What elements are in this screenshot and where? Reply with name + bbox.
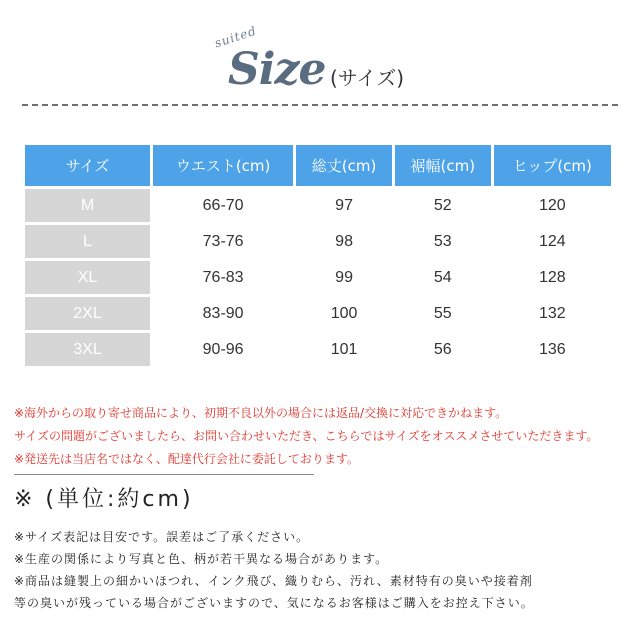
length-cell: 100 [330,304,358,322]
size-cell: L [25,225,150,258]
hem-cell: 52 [433,196,452,214]
column-header-hem: 裾幅(cm) [395,145,491,186]
note-line: 等の臭いが残っている場合がございますので、気になるお客様はご購入をお控え下さい。 [14,596,534,610]
notice-line: サイズの問題がございましたら、お問い合わせいただき、こちらではサイズをオススメさせていただきます。 [14,429,599,443]
hip-cell: 132 [538,304,566,322]
hip-cell: 128 [538,268,566,286]
table-row [25,225,611,258]
hem-cell: 54 [433,268,452,286]
hem-cell: 53 [433,232,452,250]
waist-cell: 83-90 [202,304,244,322]
size-subtitle: (サイズ) [330,66,405,90]
column-header-waist: ウエスト(cm) [153,145,293,186]
table-row [25,333,611,366]
waist-cell: 73-76 [202,232,244,250]
column-header-hip: ヒップ(cm) [494,145,611,186]
length-cell: 101 [330,340,358,358]
note-line: ※商品は縫製上の細かいほつれ、インク飛び、織りむら、汚れ、素材特有の臭いや接着剤 [14,574,533,588]
waist-cell: 66-70 [202,196,244,214]
table-row [25,261,611,294]
hem-cell: 56 [433,340,452,358]
table-header-row [25,145,611,186]
size-title: Size [228,44,326,95]
length-cell: 97 [335,196,353,214]
notes [14,526,636,614]
size-cell: 3XL [25,333,150,366]
dashed-divider [22,104,618,106]
column-header-size: サイズ [25,145,150,186]
hip-cell: 136 [538,340,566,358]
note-line: ※サイズ表記は目安です。誤差はご了承ください。 [14,530,310,544]
hem-cell: 55 [433,304,452,322]
column-header-length: 総丈(cm) [296,145,392,186]
waist-cell: 76-83 [202,268,244,286]
length-cell: 99 [335,268,353,286]
size-cell: 2XL [25,297,150,330]
notice-line: ※発送先は当店名ではなく、配達代行会社に委託しております。 [14,452,359,466]
table-row [25,189,611,222]
size-cell: XL [25,261,150,294]
hip-cell: 124 [538,232,566,250]
size-cell: M [25,189,150,222]
hip-cell: 120 [538,196,566,214]
red-notices [14,402,634,471]
waist-cell: 90-96 [202,340,244,358]
notice-line: ※海外からの取り寄せ商品により、初期不良以外の場合には返品/交換に対応できかねます。 [14,406,508,420]
size-chart-table [22,142,614,369]
suited-tag: suited [212,23,259,51]
length-cell: 98 [335,232,353,250]
unit-title: ※ (単位:約cm) [14,487,194,512]
unit-divider [14,474,314,475]
header [0,0,640,110]
table-row [25,297,611,330]
note-line: ※生産の関係により写真と色、柄が若干異なる場合があります。 [14,552,389,566]
